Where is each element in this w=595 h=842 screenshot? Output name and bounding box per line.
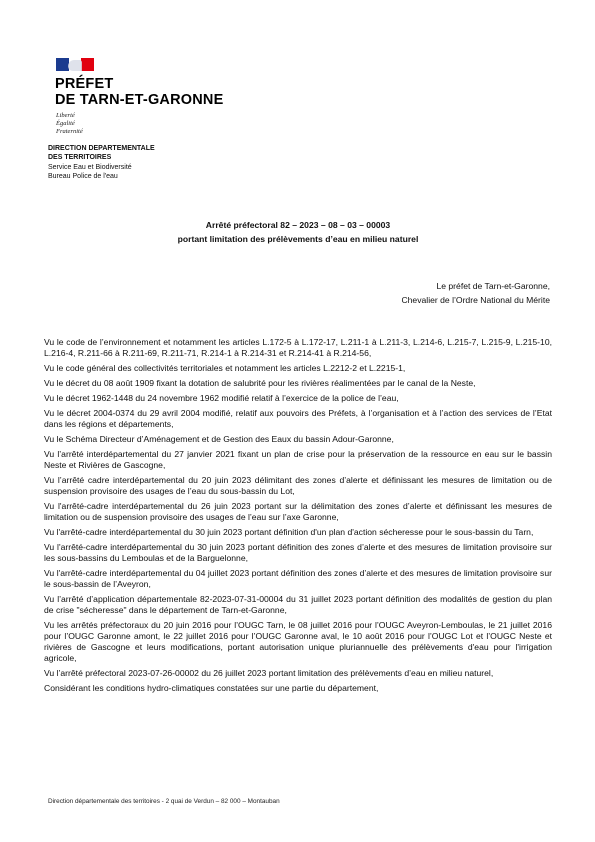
service-line-2: DES TERRITOIRES xyxy=(48,154,112,162)
page-footer: Direction départementale des territoires - 2 quai de Verdun – 82 000 – Montauban xyxy=(48,798,280,805)
decree-body xyxy=(44,337,552,698)
marianne-icon xyxy=(68,60,82,71)
considerant-paragraph: Vu le décret du 08 août 1909 fixant la dotation de salubrité pour les rivières réalimentées par le canal de la Neste, xyxy=(44,378,476,388)
prefet-line-1: PRÉFET xyxy=(55,76,114,92)
service-line-3: Service Eau et Biodiversité xyxy=(48,163,132,171)
signatory-block xyxy=(401,280,550,307)
considerant-paragraph: Vu le décret 2004-0374 du 29 avril 2004 modifié, relatif aux pouvoirs des Préfets, à l’organisation et à l’action des services de l’Etat dans les régions et départements, xyxy=(44,408,552,429)
considerant-paragraph: Vu le code général des collectivités territoriales et notamment les articles L.2212-2 et L.2215-1, xyxy=(44,363,406,373)
considerant-paragraph: Vu l’arrêté d’application départementale 82-2023-07-31-00004 du 31 juillet 2023 portant définition des modalités de gestion du plan de crise "sécheresse" dans le département de Tarn-et-Garonne, xyxy=(44,594,552,615)
service-line-4: Bureau Police de l'eau xyxy=(48,173,118,181)
considerant-paragraph: Vu l’arrêté interdépartemental du 27 janvier 2021 fixant un plan de crise pour la préservation de la ressource en eau sur le bassin Neste et Rivières de Gascogne, xyxy=(44,449,552,470)
considerant-paragraph: Vu l'arrêté-cadre interdépartemental du 30 juin 2023 portant définition des zones d’alerte et des mesures de limitation provisoire sur les sous-bassins du Lemboulas et de la Barguelonne, xyxy=(44,542,552,563)
prefet-line-2: DE TARN-ET-GARONNE xyxy=(55,92,224,108)
considerant-paragraph: Vu l’arrêté cadre interdépartemental du 20 juin 2023 délimitant des zones d’alerte et définissant les mesures de limitation ou de suspension provisoire des usages de l’eau du sous-bassin du Lot, xyxy=(44,475,552,496)
decree-title xyxy=(48,218,548,246)
considerant-paragraph: Vu le Schéma Directeur d’Aménagement et de Gestion des Eaux du bassin Adour-Garonne, xyxy=(44,434,394,444)
motto-liberte: Liberté xyxy=(56,112,75,119)
service-line-1: DIRECTION DEPARTEMENTALE xyxy=(48,145,155,152)
considerant-paragraph: Vu l'arrêté-cadre interdépartemental du 04 juillet 2023 portant définition des zones d’alerte et des mesures de limitation provisoire sur le sous-bassin de l’Aveyron, xyxy=(44,568,552,589)
signatory-honor: Chevalier de l’Ordre National du Mérite xyxy=(401,294,550,305)
considerant-paragraph: Vu l'arrêté-cadre interdépartemental du 26 juin 2023 portant sur la délimitation des zones d’alerte et définissant les mesures de limitation ou de suspension provisoire des usages de l’eau sur l’axe Garonne, xyxy=(44,501,552,522)
considerant-paragraph: Vu l’arrêté préfectoral 2023-07-26-00002 du 26 juillet 2023 portant limitation des prélèvements d’eau en milieu naturel, xyxy=(44,668,494,678)
considerant-paragraph: Vu le code de l’environnement et notamment les articles L.172-5 à L.172-17, L.211-1 à L.211-3, L.214-6, L.215-7, L.215-9, L.215-10, L.216-4, R.211-66 à R.211-69, R.211-71, R.214-1 à R.214-31 et R.214-41 à R.214-56, xyxy=(44,337,552,358)
decree-number: Arrêté préfectoral 82 – 2023 – 08 – 03 – 00003 xyxy=(205,220,391,230)
considerant-paragraph: Vu les arrêtés préfectoraux du 20 juin 2016 pour l’OUGC Tarn, le 08 juillet 2016 pour l’OUGC Aveyron-Lemboulas, le 21 juillet 2016 pour l’OUGC Garonne amont, le 22 juillet 2016 pour l’OUGC Garonne aval, le 10 août 2016 pour l’OUGC Lot et l’OUGC Neste et rivières de Gascogne et leurs modifications, portant autorisation unique pluriannuelle des prélèvements d'eau pour l'irrigation agricole, xyxy=(44,620,552,663)
prefecture-name xyxy=(55,76,223,108)
republic-motto xyxy=(56,112,83,136)
signatory-title: Le préfet de Tarn-et-Garonne, xyxy=(436,281,550,291)
motto-egalite: Égalité xyxy=(56,120,75,127)
decree-subject: portant limitation des prélèvements d’eau en milieu naturel xyxy=(177,234,419,244)
issuing-service xyxy=(48,144,155,182)
considerant-paragraph: Considérant les conditions hydro-climatiques constatées sur une partie du département, xyxy=(44,683,379,693)
considerant-paragraph: Vu l'arrêté-cadre interdépartemental du 30 juin 2023 portant définition d'un plan d'action sécheresse pour le sous-bassin du Tarn, xyxy=(44,527,534,537)
considerant-paragraph: Vu le décret 1962-1448 du 24 novembre 1962 modifié relatif à l’exercice de la police de l’eau, xyxy=(44,393,399,403)
marianne-flag-logo xyxy=(56,58,94,71)
motto-fraternite: Fraternité xyxy=(56,128,83,135)
